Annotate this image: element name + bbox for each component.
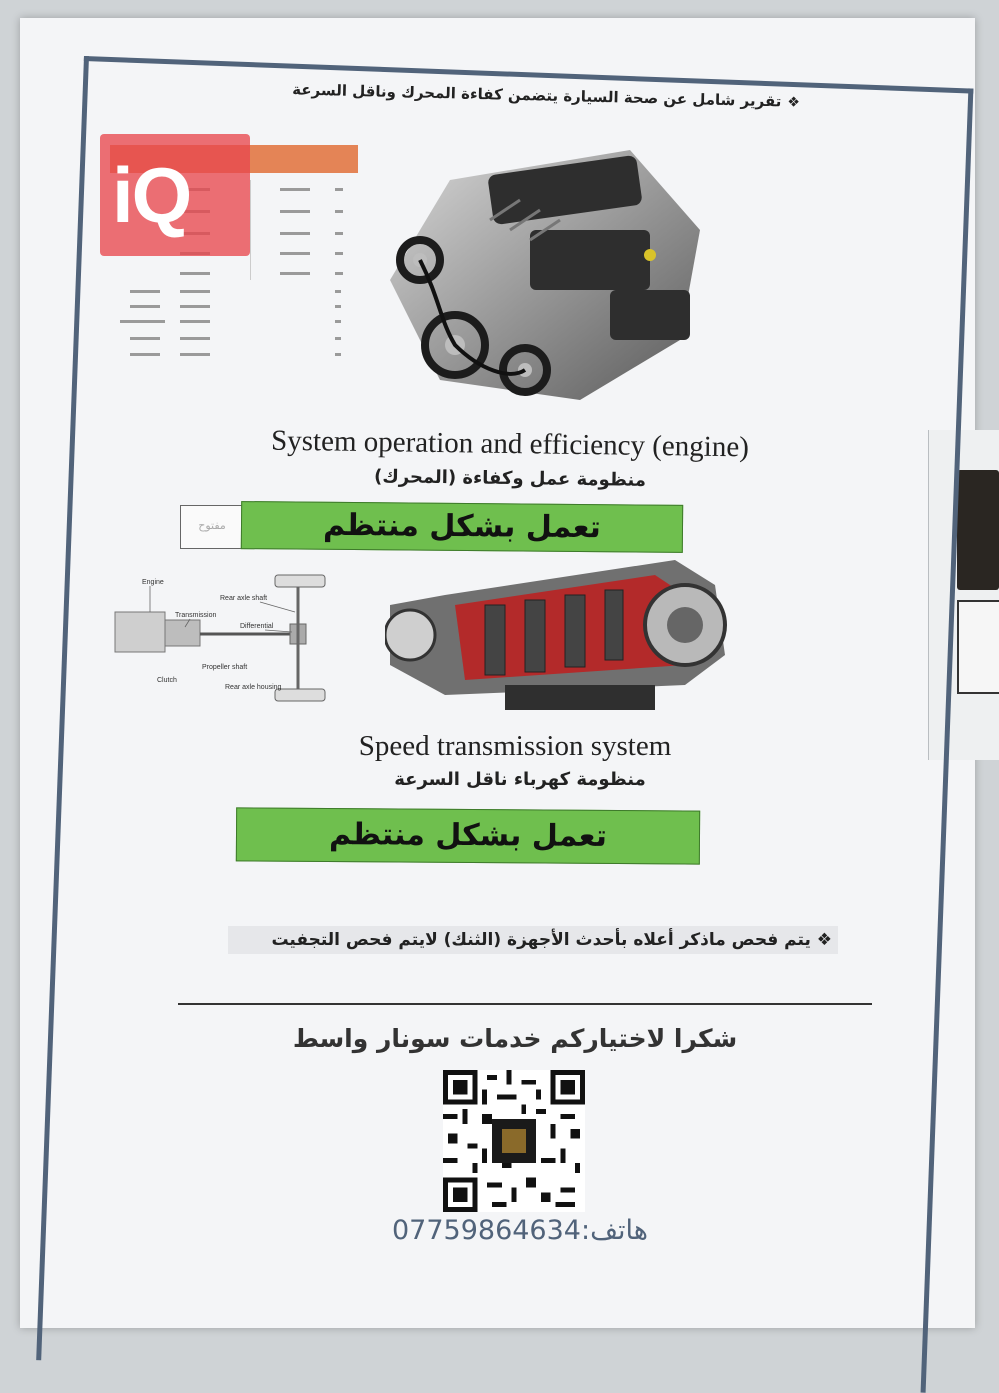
diagram-label-transmission: Transmission xyxy=(175,612,217,619)
bullet-icon: ❖ xyxy=(816,930,832,950)
inspection-note-text: يتم فحص ماذكر أعلاه بأحدث الأجهزة (الثنك) لايتم فحص التجفيت xyxy=(271,930,811,950)
diagram-label-rear-axle-shaft: Rear axle shaft xyxy=(220,595,268,602)
inspection-note xyxy=(228,926,838,954)
transmission-status: تعمل بشكل منتظم xyxy=(236,807,700,864)
gearbox-image xyxy=(385,555,730,720)
diagram-label-propeller-shaft: Propeller shaft xyxy=(202,664,248,671)
engine-status-label: مفتوح xyxy=(180,505,244,549)
phone-number[interactable]: 07759864634 xyxy=(392,1215,581,1246)
engine-title-en: System operation and efficiency (engine) xyxy=(270,424,750,464)
iq-logo: iQ xyxy=(112,151,191,239)
phone-label: هاتف: xyxy=(580,1215,648,1246)
phone-line xyxy=(370,1215,670,1246)
diagram-label-clutch: Clutch xyxy=(157,677,177,684)
report-title-text: تقرير شامل عن صحة السيارة يتضمن كفاءة المحرك وناقل السرعة xyxy=(292,80,782,111)
engine-image xyxy=(380,140,710,420)
diagram-label-engine: Engine xyxy=(142,579,164,586)
drivetrain-diagram xyxy=(110,572,350,712)
transmission-title-ar: منظومة كهرباء ناقل السرعة xyxy=(394,769,646,790)
engine-title-ar: منظومة عمل وكفاءة (المحرك) xyxy=(373,466,647,491)
transmission-title-en: Speed transmission system xyxy=(358,730,672,762)
bullet-icon: ❖ xyxy=(787,94,801,111)
qr-code[interactable] xyxy=(443,1070,585,1212)
adjacent-frame xyxy=(957,600,999,694)
adjacent-photo xyxy=(957,470,999,590)
diagram-label-rear-axle-housing: Rear axle housing xyxy=(225,684,282,691)
divider xyxy=(178,1003,872,1005)
engine-status: تعمل بشكل منتظم xyxy=(241,501,683,553)
thanks-message: شكرا لاختياركم خدمات سونار واسط xyxy=(292,1024,738,1053)
diagram-label-differential: Differential xyxy=(240,623,274,630)
